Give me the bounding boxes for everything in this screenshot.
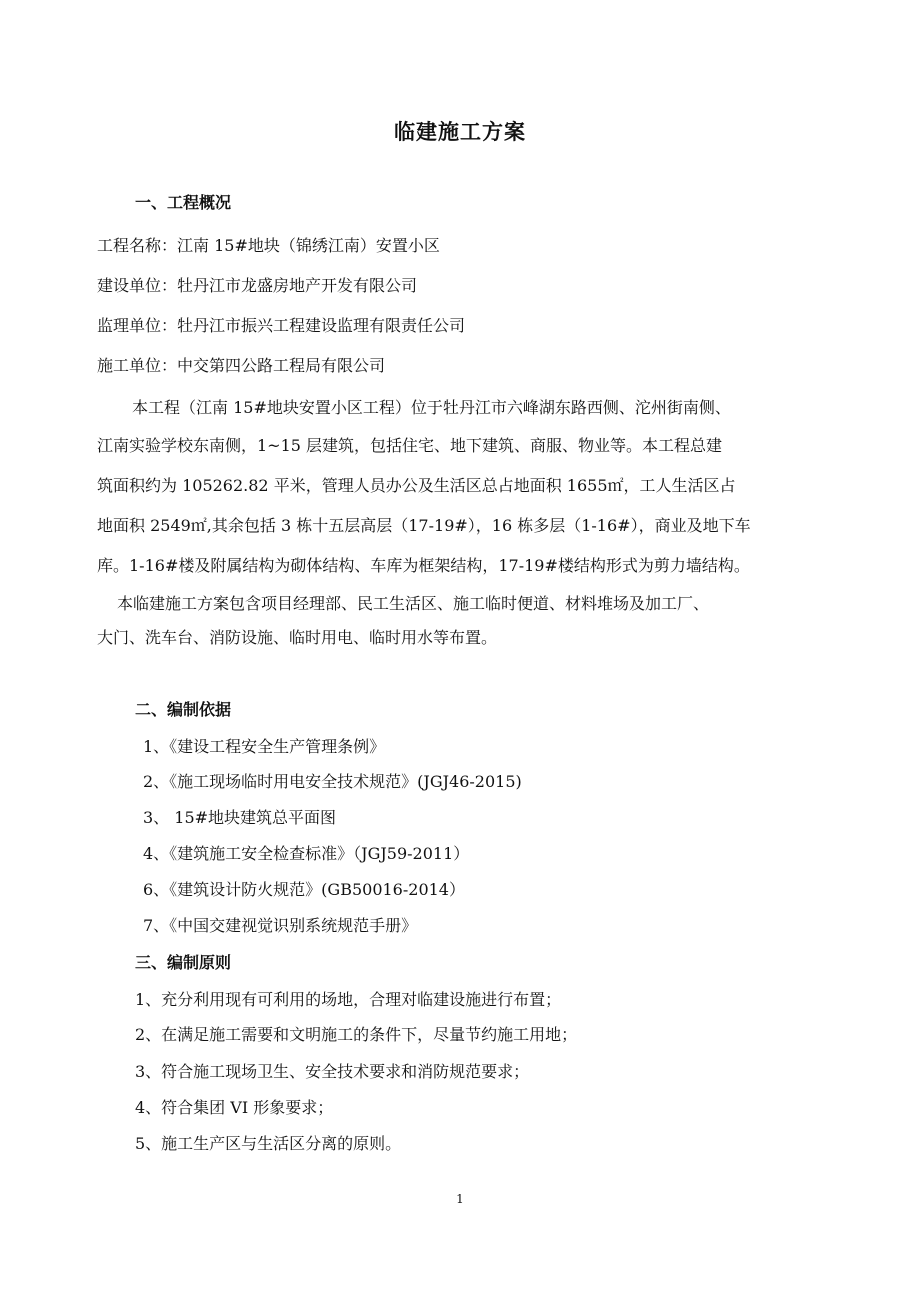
list-item: 3、 15#地块建筑总平面图 [143, 808, 337, 827]
section-heading-principles: 三、编制原则 [135, 953, 232, 972]
list-item: 4、符合集团 VI 形象要求； [135, 1098, 334, 1117]
list-item: 7、《中国交建视觉识别系统规范手册》 [143, 916, 418, 935]
supervisor-line: 监理单位：牡丹江市振兴工程建设监理有限责任公司 [97, 316, 466, 335]
section-heading-basis: 二、编制依据 [135, 700, 232, 719]
paragraph-line: 大门、洗车台、消防设施、临时用电、临时用水等布置。 [97, 628, 498, 647]
list-item: 6、《建筑设计防火规范》(GB50016-2014） [143, 880, 465, 899]
page-title: 临建施工方案 [394, 120, 526, 144]
list-item: 3、符合施工现场卫生、安全技术要求和消防规范要求； [135, 1062, 530, 1081]
paragraph-line: 本工程（江南 15#地块安置小区工程）位于牡丹江市六峰湖东路西侧、沱州街南侧、 [132, 398, 731, 417]
section-heading-overview: 一、工程概况 [135, 193, 232, 212]
list-item: 2、《施工现场临时用电安全技术规范》(JGJ46-2015) [143, 772, 522, 791]
list-item: 1、充分利用现有可利用的场地，合理对临建设施进行布置； [135, 990, 562, 1009]
paragraph-line: 筑面积约为 105262.82 平米，管理人员办公及生活区总占地面积 1655㎡，工人生活区占 [97, 476, 736, 495]
project-name-line: 工程名称：江南 15#地块（锦绣江南）安置小区 [97, 236, 440, 255]
list-item: 2、在满足施工需要和文明施工的条件下，尽量节约施工用地； [135, 1025, 578, 1044]
paragraph-line: 本临建施工方案包含项目经理部、民工生活区、施工临时便道、材料堆场及加工厂、 [117, 594, 710, 613]
contractor-line: 施工单位：中交第四公路工程局有限公司 [97, 356, 386, 375]
paragraph-line: 江南实验学校东南侧，1~15 层建筑，包括住宅、地下建筑、商服、物业等。本工程总建 [97, 436, 723, 455]
paragraph-line: 库。1-16#楼及附属结构为砌体结构、车库为框架结构，17-19#楼结构形式为剪力墙结构。 [97, 556, 750, 575]
list-item: 1、《建设工程安全生产管理条例》 [143, 737, 386, 756]
owner-line: 建设单位：牡丹江市龙盛房地产开发有限公司 [97, 276, 418, 295]
list-item: 5、施工生产区与生活区分离的原则。 [135, 1134, 402, 1153]
list-item: 4、《建筑施工安全检查标准》（JGJ59-2011） [143, 844, 470, 863]
paragraph-line: 地面积 2549㎡,其余包括 3 栋十五层高层（17-19#），16 栋多层（1-16#），商业及地下车 [97, 516, 751, 535]
page-number: 1 [456, 1192, 464, 1206]
